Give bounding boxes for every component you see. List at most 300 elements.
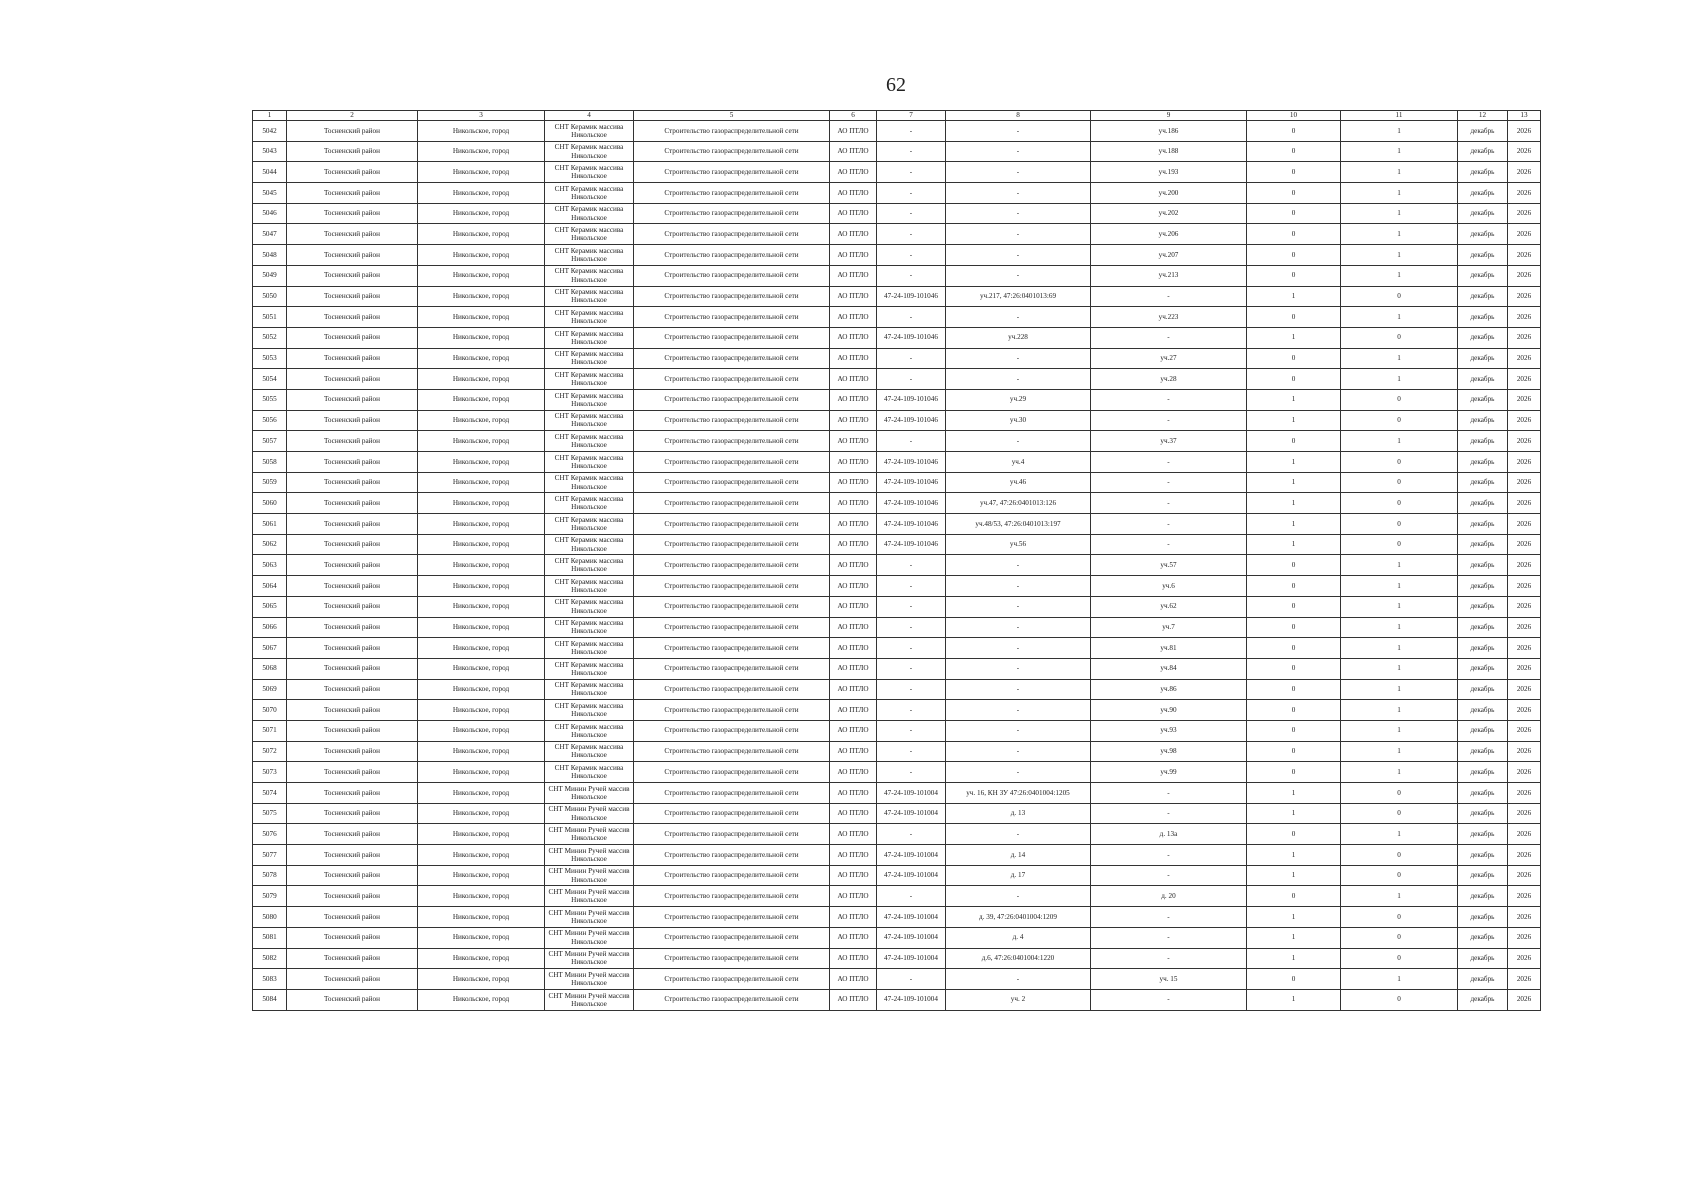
count-a-cell: 1: [1247, 452, 1341, 473]
operator-cell: АО ПТЛО: [830, 679, 877, 700]
operator-cell: АО ПТЛО: [830, 969, 877, 990]
plot-cell: -: [946, 224, 1091, 245]
month-cell: декабрь: [1458, 431, 1508, 452]
month-cell: декабрь: [1458, 121, 1508, 142]
plot-cell: -: [946, 596, 1091, 617]
count-a-cell: 1: [1247, 989, 1341, 1010]
plot-alt-cell: уч.57: [1091, 555, 1247, 576]
plot-cell: уч. 16, КН ЗУ 47:26:0401004:1205: [946, 783, 1091, 804]
operator-cell: АО ПТЛО: [830, 534, 877, 555]
settlement-cell: Никольское, город: [418, 617, 545, 638]
month-cell: декабрь: [1458, 907, 1508, 928]
work-type-cell: Строительство газораспределительной сети: [634, 555, 830, 576]
year-cell: 2026: [1508, 762, 1541, 783]
table-row: [253, 969, 1541, 990]
settlement-cell: Никольское, город: [418, 162, 545, 183]
district-cell: Тосненский район: [287, 410, 418, 431]
plot-cell: уч. 2: [946, 989, 1091, 1010]
plot-alt-cell: уч.200: [1091, 183, 1247, 204]
year-cell: 2026: [1508, 327, 1541, 348]
row-number: 5048: [253, 245, 287, 266]
district-cell: Тосненский район: [287, 679, 418, 700]
work-type-cell: Строительство газораспределительной сети: [634, 762, 830, 783]
plot-cell: -: [946, 638, 1091, 659]
settlement-cell: Никольское, город: [418, 845, 545, 866]
operator-cell: АО ПТЛО: [830, 555, 877, 576]
registry-number-cell: -: [877, 224, 946, 245]
work-type-cell: Строительство газораспределительной сети: [634, 348, 830, 369]
year-cell: 2026: [1508, 576, 1541, 597]
district-cell: Тосненский район: [287, 824, 418, 845]
operator-cell: АО ПТЛО: [830, 452, 877, 473]
settlement-cell: Никольское, город: [418, 265, 545, 286]
row-number: 5047: [253, 224, 287, 245]
year-cell: 2026: [1508, 865, 1541, 886]
year-cell: 2026: [1508, 907, 1541, 928]
plot-cell: -: [946, 307, 1091, 328]
registry-number-cell: 47-24-109-101046: [877, 410, 946, 431]
plot-alt-cell: уч.62: [1091, 596, 1247, 617]
settlement-cell: Никольское, город: [418, 700, 545, 721]
location-cell: СНТ Керамик массива Никольское: [545, 534, 634, 555]
location-cell: СНТ Минин Ручей массив Никольское: [545, 886, 634, 907]
column-header: 10: [1247, 111, 1341, 121]
count-a-cell: 1: [1247, 927, 1341, 948]
count-a-cell: 0: [1247, 203, 1341, 224]
month-cell: декабрь: [1458, 286, 1508, 307]
table-row: [253, 907, 1541, 928]
plot-cell: -: [946, 183, 1091, 204]
plot-alt-cell: уч.90: [1091, 700, 1247, 721]
count-a-cell: 1: [1247, 410, 1341, 431]
registry-number-cell: 47-24-109-101004: [877, 989, 946, 1010]
table-row: [253, 824, 1541, 845]
registry-number-cell: 47-24-109-101004: [877, 865, 946, 886]
location-cell: СНТ Керамик массива Никольское: [545, 307, 634, 328]
plot-alt-cell: -: [1091, 286, 1247, 307]
year-cell: 2026: [1508, 389, 1541, 410]
plot-cell: уч.47, 47:26:0401013:126: [946, 493, 1091, 514]
count-a-cell: 0: [1247, 141, 1341, 162]
plot-alt-cell: уч.7: [1091, 617, 1247, 638]
plot-cell: д.6, 47:26:0401004:1220: [946, 948, 1091, 969]
operator-cell: АО ПТЛО: [830, 203, 877, 224]
row-number: 5054: [253, 369, 287, 390]
table-row: [253, 245, 1541, 266]
count-a-cell: 0: [1247, 700, 1341, 721]
district-cell: Тосненский район: [287, 886, 418, 907]
location-cell: СНТ Керамик массива Никольское: [545, 720, 634, 741]
year-cell: 2026: [1508, 741, 1541, 762]
year-cell: 2026: [1508, 141, 1541, 162]
plot-alt-cell: уч.213: [1091, 265, 1247, 286]
registry-number-cell: 47-24-109-101046: [877, 286, 946, 307]
work-type-cell: Строительство газораспределительной сети: [634, 638, 830, 659]
registry-number-cell: -: [877, 369, 946, 390]
table-row: [253, 203, 1541, 224]
row-number: 5080: [253, 907, 287, 928]
row-number: 5053: [253, 348, 287, 369]
table-row: [253, 576, 1541, 597]
plot-cell: уч.217, 47:26:0401013:69: [946, 286, 1091, 307]
month-cell: декабрь: [1458, 638, 1508, 659]
count-b-cell: 0: [1341, 389, 1458, 410]
month-cell: декабрь: [1458, 265, 1508, 286]
count-b-cell: 0: [1341, 845, 1458, 866]
location-cell: СНТ Керамик массива Никольское: [545, 493, 634, 514]
settlement-cell: Никольское, город: [418, 245, 545, 266]
operator-cell: АО ПТЛО: [830, 369, 877, 390]
work-type-cell: Строительство газораспределительной сети: [634, 783, 830, 804]
plot-cell: -: [946, 886, 1091, 907]
count-b-cell: 0: [1341, 907, 1458, 928]
month-cell: декабрь: [1458, 307, 1508, 328]
operator-cell: АО ПТЛО: [830, 617, 877, 638]
location-cell: СНТ Керамик массива Никольское: [545, 762, 634, 783]
settlement-cell: Никольское, город: [418, 348, 545, 369]
plot-cell: -: [946, 162, 1091, 183]
row-number: 5067: [253, 638, 287, 659]
month-cell: декабрь: [1458, 203, 1508, 224]
month-cell: декабрь: [1458, 679, 1508, 700]
row-number: 5050: [253, 286, 287, 307]
location-cell: СНТ Керамик массива Никольское: [545, 389, 634, 410]
location-cell: СНТ Минин Ручей массив Никольское: [545, 969, 634, 990]
plot-cell: -: [946, 369, 1091, 390]
row-number: 5044: [253, 162, 287, 183]
count-b-cell: 1: [1341, 555, 1458, 576]
row-number: 5071: [253, 720, 287, 741]
location-cell: СНТ Керамик массива Никольское: [545, 265, 634, 286]
work-type-cell: Строительство газораспределительной сети: [634, 596, 830, 617]
operator-cell: АО ПТЛО: [830, 989, 877, 1010]
table-row: [253, 162, 1541, 183]
count-b-cell: 1: [1341, 762, 1458, 783]
work-type-cell: Строительство газораспределительной сети: [634, 493, 830, 514]
plot-alt-cell: -: [1091, 514, 1247, 535]
table-row: [253, 948, 1541, 969]
row-number: 5070: [253, 700, 287, 721]
location-cell: СНТ Минин Ручей массив Никольское: [545, 845, 634, 866]
plot-cell: -: [946, 824, 1091, 845]
district-cell: Тосненский район: [287, 700, 418, 721]
operator-cell: АО ПТЛО: [830, 514, 877, 535]
table-row: [253, 389, 1541, 410]
row-number: 5061: [253, 514, 287, 535]
work-type-cell: Строительство газораспределительной сети: [634, 224, 830, 245]
district-cell: Тосненский район: [287, 596, 418, 617]
location-cell: СНТ Керамик массива Никольское: [545, 596, 634, 617]
plot-alt-cell: уч.207: [1091, 245, 1247, 266]
plot-alt-cell: уч.6: [1091, 576, 1247, 597]
count-a-cell: 0: [1247, 617, 1341, 638]
work-type-cell: Строительство газораспределительной сети: [634, 307, 830, 328]
count-a-cell: 1: [1247, 389, 1341, 410]
work-type-cell: Строительство газораспределительной сети: [634, 141, 830, 162]
count-b-cell: 1: [1341, 700, 1458, 721]
plot-cell: уч.228: [946, 327, 1091, 348]
count-a-cell: 1: [1247, 948, 1341, 969]
registry-number-cell: 47-24-109-101004: [877, 845, 946, 866]
location-cell: СНТ Керамик массива Никольское: [545, 162, 634, 183]
plot-cell: -: [946, 203, 1091, 224]
count-b-cell: 1: [1341, 658, 1458, 679]
month-cell: декабрь: [1458, 948, 1508, 969]
table-row: [253, 617, 1541, 638]
month-cell: декабрь: [1458, 389, 1508, 410]
plot-cell: д. 4: [946, 927, 1091, 948]
plot-alt-cell: -: [1091, 783, 1247, 804]
registry-number-cell: -: [877, 886, 946, 907]
operator-cell: АО ПТЛО: [830, 865, 877, 886]
operator-cell: АО ПТЛО: [830, 410, 877, 431]
count-a-cell: 1: [1247, 472, 1341, 493]
work-type-cell: Строительство газораспределительной сети: [634, 865, 830, 886]
operator-cell: АО ПТЛО: [830, 824, 877, 845]
registry-number-cell: -: [877, 265, 946, 286]
year-cell: 2026: [1508, 286, 1541, 307]
location-cell: СНТ Керамик массива Никольское: [545, 348, 634, 369]
district-cell: Тосненский район: [287, 348, 418, 369]
operator-cell: АО ПТЛО: [830, 762, 877, 783]
work-type-cell: Строительство газораспределительной сети: [634, 245, 830, 266]
plot-cell: -: [946, 700, 1091, 721]
row-number: 5051: [253, 307, 287, 328]
registry-number-cell: -: [877, 141, 946, 162]
registry-number-cell: 47-24-109-101004: [877, 783, 946, 804]
settlement-cell: Никольское, город: [418, 452, 545, 473]
count-b-cell: 1: [1341, 638, 1458, 659]
district-cell: Тосненский район: [287, 224, 418, 245]
count-b-cell: 1: [1341, 162, 1458, 183]
year-cell: 2026: [1508, 224, 1541, 245]
month-cell: декабрь: [1458, 865, 1508, 886]
location-cell: СНТ Керамик массива Никольское: [545, 514, 634, 535]
location-cell: СНТ Керамик массива Никольское: [545, 369, 634, 390]
settlement-cell: Никольское, город: [418, 596, 545, 617]
settlement-cell: Никольское, город: [418, 534, 545, 555]
plot-cell: уч.46: [946, 472, 1091, 493]
work-type-cell: Строительство газораспределительной сети: [634, 927, 830, 948]
count-b-cell: 0: [1341, 783, 1458, 804]
count-a-cell: 0: [1247, 824, 1341, 845]
count-b-cell: 0: [1341, 452, 1458, 473]
month-cell: декабрь: [1458, 534, 1508, 555]
count-a-cell: 0: [1247, 741, 1341, 762]
work-type-cell: Строительство газораспределительной сети: [634, 534, 830, 555]
row-number: 5064: [253, 576, 287, 597]
plot-cell: -: [946, 969, 1091, 990]
operator-cell: АО ПТЛО: [830, 845, 877, 866]
operator-cell: АО ПТЛО: [830, 700, 877, 721]
work-type-cell: Строительство газораспределительной сети: [634, 741, 830, 762]
settlement-cell: Никольское, город: [418, 886, 545, 907]
settlement-cell: Никольское, город: [418, 658, 545, 679]
work-type-cell: Строительство газораспределительной сети: [634, 907, 830, 928]
registry-number-cell: -: [877, 203, 946, 224]
table-row: [253, 638, 1541, 659]
settlement-cell: Никольское, город: [418, 389, 545, 410]
table-row: [253, 286, 1541, 307]
count-a-cell: 0: [1247, 183, 1341, 204]
year-cell: 2026: [1508, 824, 1541, 845]
operator-cell: АО ПТЛО: [830, 948, 877, 969]
operator-cell: АО ПТЛО: [830, 886, 877, 907]
row-number: 5077: [253, 845, 287, 866]
district-cell: Тосненский район: [287, 265, 418, 286]
district-cell: Тосненский район: [287, 141, 418, 162]
operator-cell: АО ПТЛО: [830, 389, 877, 410]
table-row: [253, 141, 1541, 162]
location-cell: СНТ Минин Ручей массив Никольское: [545, 783, 634, 804]
registry-number-cell: -: [877, 969, 946, 990]
plot-cell: -: [946, 555, 1091, 576]
count-b-cell: 0: [1341, 948, 1458, 969]
district-cell: Тосненский район: [287, 638, 418, 659]
operator-cell: АО ПТЛО: [830, 783, 877, 804]
operator-cell: АО ПТЛО: [830, 741, 877, 762]
month-cell: декабрь: [1458, 886, 1508, 907]
count-b-cell: 1: [1341, 224, 1458, 245]
settlement-cell: Никольское, город: [418, 369, 545, 390]
month-cell: декабрь: [1458, 493, 1508, 514]
work-type-cell: Строительство газораспределительной сети: [634, 700, 830, 721]
year-cell: 2026: [1508, 596, 1541, 617]
registry-number-cell: -: [877, 638, 946, 659]
operator-cell: АО ПТЛО: [830, 162, 877, 183]
year-cell: 2026: [1508, 514, 1541, 535]
plot-alt-cell: уч.188: [1091, 141, 1247, 162]
year-cell: 2026: [1508, 803, 1541, 824]
settlement-cell: Никольское, город: [418, 783, 545, 804]
month-cell: декабрь: [1458, 183, 1508, 204]
district-cell: Тосненский район: [287, 493, 418, 514]
register-table: [252, 110, 1541, 1011]
month-cell: декабрь: [1458, 514, 1508, 535]
registry-number-cell: -: [877, 679, 946, 700]
year-cell: 2026: [1508, 638, 1541, 659]
year-cell: 2026: [1508, 410, 1541, 431]
month-cell: декабрь: [1458, 845, 1508, 866]
count-a-cell: 0: [1247, 658, 1341, 679]
district-cell: Тосненский район: [287, 845, 418, 866]
year-cell: 2026: [1508, 700, 1541, 721]
work-type-cell: Строительство газораспределительной сети: [634, 286, 830, 307]
district-cell: Тосненский район: [287, 803, 418, 824]
count-b-cell: 1: [1341, 886, 1458, 907]
year-cell: 2026: [1508, 679, 1541, 700]
row-number: 5078: [253, 865, 287, 886]
district-cell: Тосненский район: [287, 472, 418, 493]
district-cell: Тосненский район: [287, 121, 418, 142]
district-cell: Тосненский район: [287, 865, 418, 886]
count-b-cell: 1: [1341, 121, 1458, 142]
count-b-cell: 0: [1341, 865, 1458, 886]
district-cell: Тосненский район: [287, 183, 418, 204]
location-cell: СНТ Керамик массива Никольское: [545, 286, 634, 307]
row-number: 5042: [253, 121, 287, 142]
count-b-cell: 1: [1341, 141, 1458, 162]
count-b-cell: 0: [1341, 534, 1458, 555]
district-cell: Тосненский район: [287, 327, 418, 348]
year-cell: 2026: [1508, 307, 1541, 328]
count-a-cell: 0: [1247, 596, 1341, 617]
plot-cell: уч.48/53, 47:26:0401013:197: [946, 514, 1091, 535]
table-row: [253, 369, 1541, 390]
count-a-cell: 0: [1247, 224, 1341, 245]
district-cell: Тосненский район: [287, 431, 418, 452]
row-number: 5043: [253, 141, 287, 162]
work-type-cell: Строительство газораспределительной сети: [634, 617, 830, 638]
year-cell: 2026: [1508, 783, 1541, 804]
settlement-cell: Никольское, город: [418, 907, 545, 928]
location-cell: СНТ Керамик массива Никольское: [545, 121, 634, 142]
settlement-cell: Никольское, город: [418, 762, 545, 783]
location-cell: СНТ Керамик массива Никольское: [545, 224, 634, 245]
plot-alt-cell: уч.28: [1091, 369, 1247, 390]
count-a-cell: 0: [1247, 431, 1341, 452]
column-header: 3: [418, 111, 545, 121]
header-row: [253, 111, 1541, 121]
table-row: [253, 658, 1541, 679]
plot-cell: -: [946, 658, 1091, 679]
registry-number-cell: -: [877, 658, 946, 679]
column-header: 7: [877, 111, 946, 121]
registry-number-cell: -: [877, 162, 946, 183]
registry-number-cell: -: [877, 596, 946, 617]
plot-cell: -: [946, 679, 1091, 700]
row-number: 5072: [253, 741, 287, 762]
table-row: [253, 679, 1541, 700]
table-row: [253, 121, 1541, 142]
operator-cell: АО ПТЛО: [830, 927, 877, 948]
table-row: [253, 514, 1541, 535]
plot-alt-cell: -: [1091, 865, 1247, 886]
plot-alt-cell: -: [1091, 389, 1247, 410]
month-cell: декабрь: [1458, 141, 1508, 162]
district-cell: Тосненский район: [287, 286, 418, 307]
district-cell: Тосненский район: [287, 162, 418, 183]
settlement-cell: Никольское, город: [418, 121, 545, 142]
work-type-cell: Строительство газораспределительной сети: [634, 720, 830, 741]
count-b-cell: 0: [1341, 472, 1458, 493]
settlement-cell: Никольское, город: [418, 989, 545, 1010]
table-row: [253, 596, 1541, 617]
registry-number-cell: -: [877, 307, 946, 328]
registry-number-cell: 47-24-109-101004: [877, 803, 946, 824]
location-cell: СНТ Керамик массива Никольское: [545, 472, 634, 493]
registry-number-cell: -: [877, 720, 946, 741]
plot-alt-cell: уч.202: [1091, 203, 1247, 224]
count-a-cell: 1: [1247, 534, 1341, 555]
district-cell: Тосненский район: [287, 762, 418, 783]
work-type-cell: Строительство газораспределительной сети: [634, 183, 830, 204]
table-row: [253, 865, 1541, 886]
district-cell: Тосненский район: [287, 927, 418, 948]
plot-alt-cell: -: [1091, 989, 1247, 1010]
registry-number-cell: 47-24-109-101046: [877, 472, 946, 493]
district-cell: Тосненский район: [287, 452, 418, 473]
operator-cell: АО ПТЛО: [830, 493, 877, 514]
operator-cell: АО ПТЛО: [830, 245, 877, 266]
year-cell: 2026: [1508, 162, 1541, 183]
district-cell: Тосненский район: [287, 307, 418, 328]
settlement-cell: Никольское, город: [418, 224, 545, 245]
table-row: [253, 534, 1541, 555]
settlement-cell: Никольское, город: [418, 679, 545, 700]
row-number: 5046: [253, 203, 287, 224]
year-cell: 2026: [1508, 452, 1541, 473]
